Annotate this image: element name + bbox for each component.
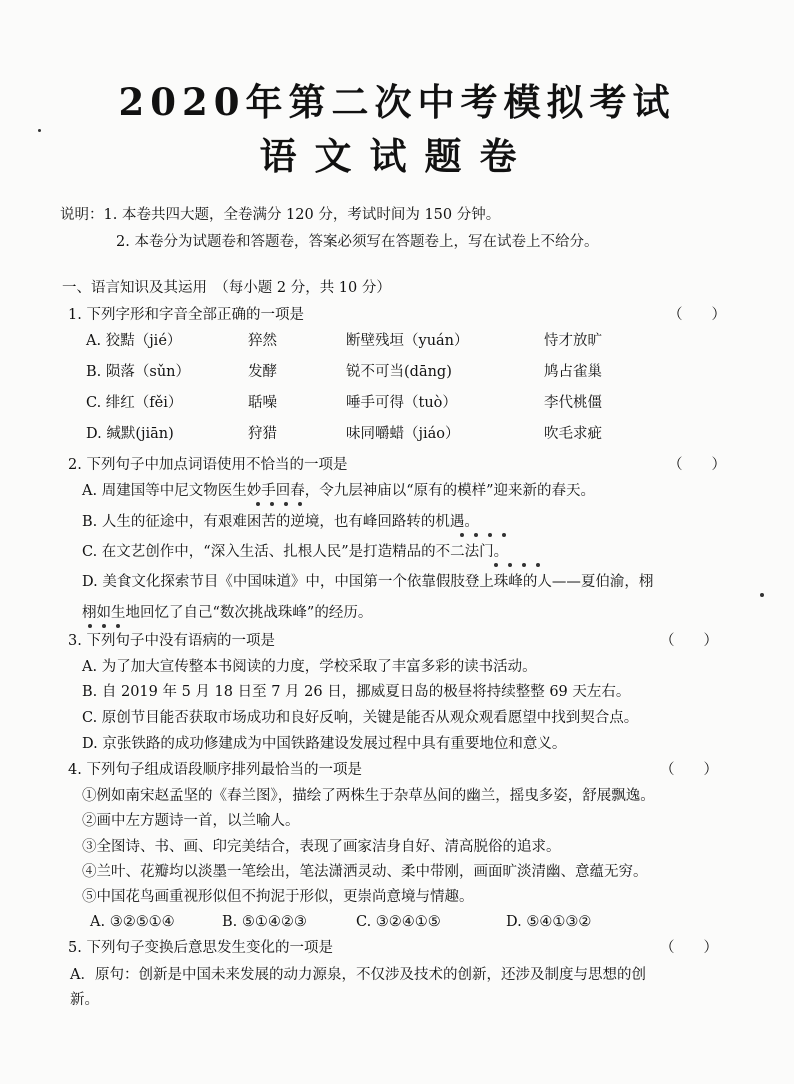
- emphasis-dot: [494, 563, 498, 567]
- exam-subtitle: 语文试题卷: [259, 134, 535, 178]
- emphasis-dot: [536, 563, 540, 567]
- q5-stem: 5. 下列句子变换后意思发生变化的一项是: [68, 940, 333, 956]
- q2-option-b: B. 人生的征途中，有艰难困苦的逆境，也有峰回路转的机遇。: [82, 514, 479, 530]
- q3-option-c: C. 原创节目能否获取市场成功和良好反响，关键是能否从观众观看愿望中找到契合点。: [82, 710, 639, 726]
- q3-answer-paren: （ ）: [660, 633, 718, 649]
- q1-option-a: A. 狡黠（jié）: [86, 333, 182, 349]
- q1-option-b-word2: 发酵: [248, 364, 277, 380]
- q1-option-a-word4: 恃才放旷: [544, 333, 602, 349]
- emphasis-dot: [102, 624, 106, 628]
- q4-choice-a: A. ③②⑤①④: [90, 914, 175, 930]
- q4-choice-c: C. ③②④①⑤: [356, 914, 441, 930]
- q2-option-d: D. 美食文化探索节目《中国味道》中，中国第一个依靠假肢登上珠峰的人——夏伯渝，栩: [82, 574, 654, 590]
- instruction-1: 说明：1. 本卷共四大题，全卷满分 120 分，考试时间为 150 分钟。: [60, 207, 501, 223]
- q2-option-d-cont: 栩如生地回忆了自己“数次挑战珠峰”的经历。: [82, 605, 373, 621]
- section-heading: 一、语言知识及其运用 （每小题 2 分，共 10 分）: [62, 280, 391, 296]
- q4-choice-d: D. ⑤④①③②: [506, 914, 592, 930]
- q1-option-b-word4: 鸠占雀巢: [544, 364, 602, 380]
- q1-option-c: C. 绯红（fěi）: [86, 395, 183, 411]
- exam-title: 2020年第二次中考模拟考试: [118, 80, 676, 124]
- emphasis-dot: [256, 502, 260, 506]
- q1-option-b-word3: 锐不可当(dāng): [346, 364, 452, 380]
- emphasis-dot: [760, 593, 764, 597]
- emphasis-dot: [508, 563, 512, 567]
- q3-stem: 3. 下列句子中没有语病的一项是: [68, 633, 275, 649]
- q5-option-a: A．原句：创新是中国未来发展的动力源泉，不仅涉及技术的创新，还涉及制度与思想的创: [70, 967, 646, 983]
- q1-option-d-word4: 吹毛求疵: [544, 426, 602, 442]
- q4-item-3: ③全图诗、书、画、印完美结合，表现了画家洁身自好、清高脱俗的追求。: [82, 839, 561, 855]
- q3-option-b: B. 自 2019 年 5 月 18 日至 7 月 26 日，挪威夏日岛的极昼将持续整整 69 天左右。: [82, 684, 631, 700]
- instruction-2: 2. 本卷分为试题卷和答题卷，答案必须写在答题卷上，写在试卷上不给分。: [116, 234, 599, 250]
- q4-item-4: ④兰叶、花瓣均以淡墨一笔绘出，笔法潇洒灵动、柔中带刚，画面旷淡清幽、意蕴无穷。: [82, 864, 648, 880]
- q4-answer-paren: （ ）: [660, 762, 718, 778]
- q2-option-a: A. 周建国等中尼文物医生妙手回春，令九层神庙以“原有的模样”迎来新的春天。: [82, 483, 596, 499]
- emphasis-dot: [488, 533, 492, 537]
- q2-answer-paren: （ ）: [668, 457, 726, 473]
- q1-option-c-word3: 唾手可得（tuò）: [346, 395, 457, 411]
- q2-stem: 2. 下列句子中加点词语使用不恰当的一项是: [68, 457, 348, 473]
- emphasis-dot: [474, 533, 478, 537]
- q3-option-a: A. 为了加大宣传整本书阅读的力度，学校采取了丰富多彩的读书活动。: [82, 659, 537, 675]
- q1-option-c-word2: 聒噪: [248, 395, 277, 411]
- scan-speck: [38, 129, 41, 132]
- emphasis-dot: [116, 624, 120, 628]
- q1-option-a-word2: 猝然: [248, 333, 277, 349]
- q1-option-d: D. 缄默(jiān): [86, 426, 174, 442]
- q4-stem: 4. 下列句子组成语段顺序排列最恰当的一项是: [68, 762, 362, 778]
- emphasis-dot: [460, 533, 464, 537]
- emphasis-dot: [502, 533, 506, 537]
- q4-item-1: ①例如南宋赵孟坚的《春兰图》，描绘了两株生于杂草丛间的幽兰，摇曳多姿，舒展飘逸。: [82, 788, 655, 804]
- q5-option-a-cont: 新。: [70, 992, 99, 1008]
- q2-option-c: C. 在文艺创作中，“深入生活、扎根人民”是打造精品的不二法门。: [82, 544, 509, 560]
- q5-answer-paren: （ ）: [660, 940, 718, 956]
- q1-option-d-word3: 味同嚼蜡（jiáo）: [346, 426, 460, 442]
- q4-item-5: ⑤中国花鸟画重视形似但不拘泥于形似，更崇尚意境与情趣。: [82, 889, 474, 905]
- emphasis-dot: [522, 563, 526, 567]
- q1-option-b: B. 陨落（sǔn）: [86, 364, 190, 380]
- q1-option-a-word3: 断壁残垣（yuán）: [346, 333, 469, 349]
- q1-option-d-word2: 狩猎: [248, 426, 277, 442]
- emphasis-dot: [88, 624, 92, 628]
- q1-option-c-word4: 李代桃僵: [544, 395, 602, 411]
- q3-option-d: D. 京张铁路的成功修建成为中国铁路建设发展过程中具有重要地位和意义。: [82, 736, 567, 752]
- q4-item-2: ②画中左方题诗一首，以兰喻人。: [82, 813, 300, 829]
- emphasis-dot: [298, 502, 302, 506]
- emphasis-dot: [270, 502, 274, 506]
- q1-stem: 1. 下列字形和字音全部正确的一项是: [68, 307, 304, 323]
- emphasis-dot: [284, 502, 288, 506]
- q1-answer-paren: （ ）: [668, 307, 726, 323]
- q4-choice-b: B. ⑤①④②③: [222, 914, 307, 930]
